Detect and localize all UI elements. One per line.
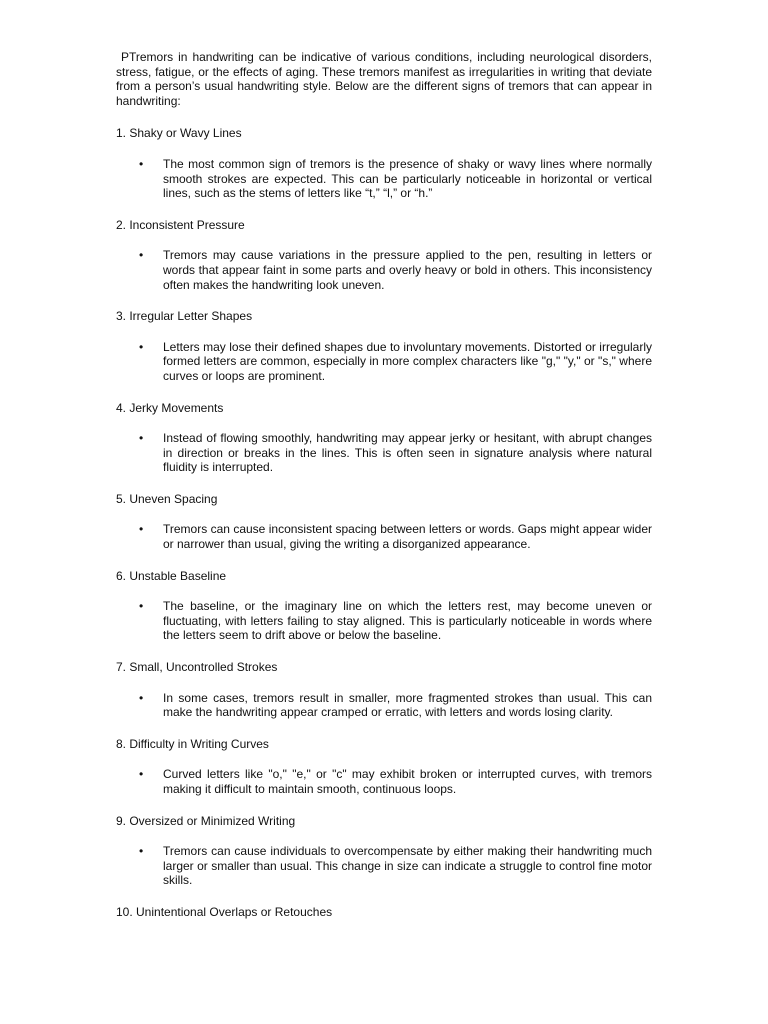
section-heading: 7. Small, Uncontrolled Strokes xyxy=(116,660,278,675)
bullet-item xyxy=(116,691,652,720)
section-7 xyxy=(116,660,652,720)
section-2 xyxy=(116,218,652,292)
bullet-text: Tremors can cause individuals to overcompensate by either making their handwriting much larger or smaller than usual. This change in size can indicate a struggle to control fine motor skills. xyxy=(163,844,652,888)
bullet-icon: • xyxy=(139,767,144,782)
bullet-icon: • xyxy=(139,522,144,537)
bullet-item xyxy=(116,431,652,475)
bullet-item xyxy=(116,248,652,292)
section-heading: 5. Uneven Spacing xyxy=(116,491,218,506)
bullet-text: The baseline, or the imaginary line on which the letters rest, may become uneven or fluctuating, with letters failing to stay aligned. This is particularly noticeable in words where the letters seem to drift above or below the baseline. xyxy=(163,599,652,643)
bullet-icon: • xyxy=(139,844,144,859)
section-4 xyxy=(116,401,652,475)
bullet-icon: • xyxy=(139,156,144,171)
section-heading: 10. Unintentional Overlaps or Retouches xyxy=(116,904,333,919)
section-heading: 6. Unstable Baseline xyxy=(116,568,227,583)
bullet-item xyxy=(116,767,652,796)
bullet-text: Tremors can cause inconsistent spacing between letters or words. Gaps might appear wider or narrower than usual, giving the writing a disorganized appearance. xyxy=(163,522,652,552)
section-heading: 9. Oversized or Minimized Writing xyxy=(116,813,296,828)
bullet-item xyxy=(116,599,652,643)
section-heading: 2. Inconsistent Pressure xyxy=(116,217,245,232)
section-9 xyxy=(116,814,652,888)
section-heading: 8. Difficulty in Writing Curves xyxy=(116,736,269,751)
section-heading: 4. Jerky Movements xyxy=(116,400,224,415)
bullet-icon: • xyxy=(139,339,144,354)
intro-paragraph: PTremors in handwriting can be indicative of various conditions, including neurological disorders, stress, fatigue, or the effects of aging. These tremors manifest as irregularities in writing that deviate from a person’s usual handwriting style. Below are the different signs of tremors that can appear in handwriting: xyxy=(116,50,652,108)
section-10 xyxy=(116,905,652,920)
bullet-item xyxy=(116,522,652,551)
bullet-item xyxy=(116,157,652,201)
section-1 xyxy=(116,126,652,200)
section-3 xyxy=(116,309,652,383)
section-8 xyxy=(116,737,652,797)
bullet-item xyxy=(116,844,652,888)
bullet-icon: • xyxy=(139,599,144,614)
bullet-icon: • xyxy=(139,690,144,705)
section-5 xyxy=(116,492,652,552)
section-heading: 1. Shaky or Wavy Lines xyxy=(116,126,242,141)
bullet-item xyxy=(116,340,652,384)
bullet-text: Curved letters like "o," "e," or "c" may exhibit broken or interrupted curves, with tremors making it difficult to maintain smooth, continuous loops. xyxy=(163,767,652,796)
bullet-text: Tremors may cause variations in the pressure applied to the pen, resulting in letters or words that appear faint in some parts and overly heavy or bold in others. This inconsistency often makes the handwriting look uneven. xyxy=(163,248,652,292)
bullet-text: Instead of flowing smoothly, handwriting may appear jerky or hesitant, with abrupt changes in direction or breaks in the lines. This is often seen in signature analysis where natural fluidity is interrupted. xyxy=(163,431,652,475)
section-6 xyxy=(116,569,652,643)
bullet-text: In some cases, tremors result in smaller, more fragmented strokes than usual. This can make the handwriting appear cramped or erratic, with letters and words losing clarity. xyxy=(163,690,652,720)
bullet-icon: • xyxy=(139,431,144,446)
document-page xyxy=(116,50,652,936)
section-heading: 3. Irregular Letter Shapes xyxy=(116,309,253,324)
bullet-text: The most common sign of tremors is the presence of shaky or wavy lines where normally smooth strokes are expected. This can be particularly noticeable in horizontal or vertical lines, such as the stems of letters like “t,” “l,” or “h.” xyxy=(163,156,652,201)
bullet-icon: • xyxy=(139,248,144,263)
bullet-text: Letters may lose their defined shapes due to involuntary movements. Distorted or irregularly formed letters are common, especially in more complex characters like "g," "y," or "s," where curves or loops are prominent. xyxy=(163,339,652,383)
